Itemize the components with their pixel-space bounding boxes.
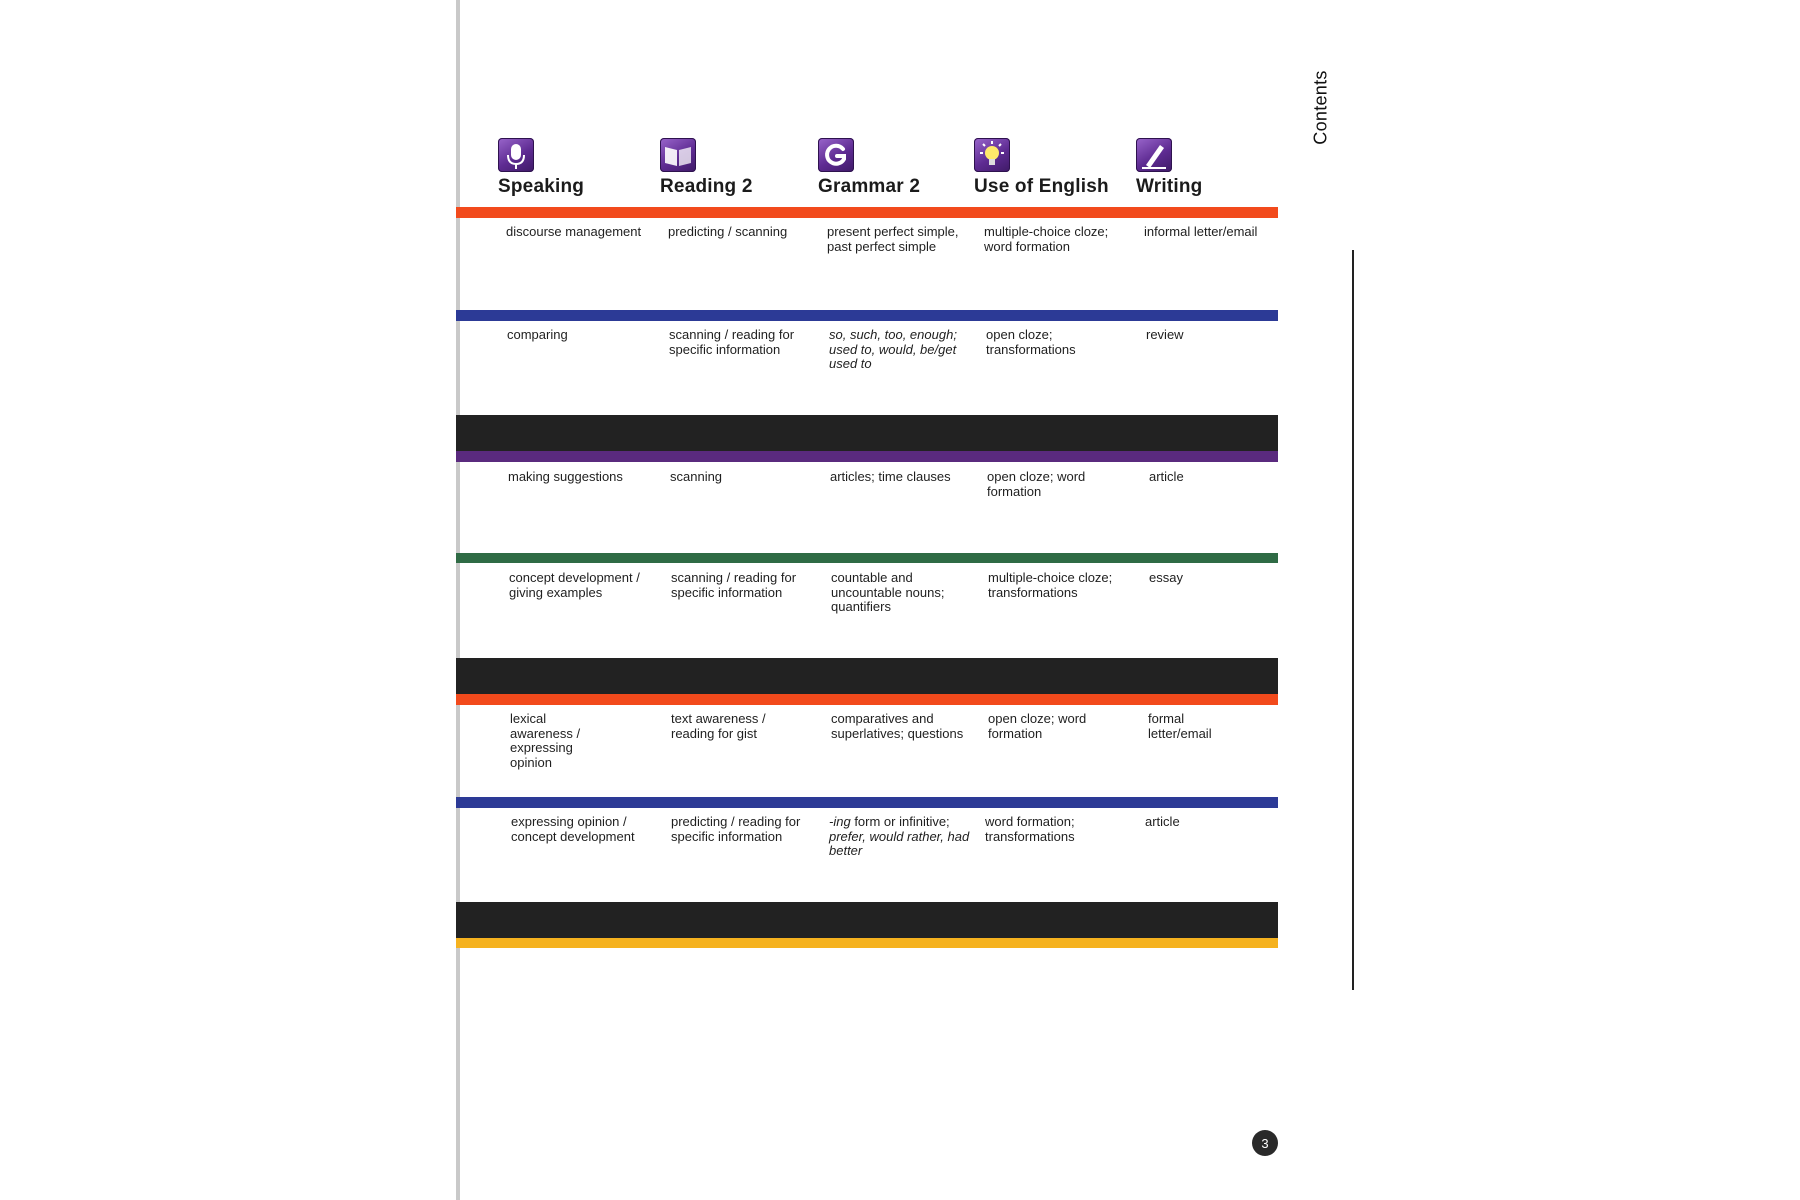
cell-use-of-english: open cloze; word formation	[987, 469, 1086, 499]
cell-writing: essay	[1149, 570, 1183, 585]
column-title: Speaking	[498, 176, 585, 197]
divider-band-blue	[456, 797, 1278, 808]
cell-speaking: expressing opinion / concept development	[511, 814, 635, 844]
column-header-speaking	[498, 138, 648, 198]
cell-use-of-english: open cloze; word formation	[988, 711, 1087, 741]
cell-speaking: lexical awareness / expressing opinion	[510, 711, 581, 770]
divider-band-blue	[456, 310, 1278, 321]
cell-grammar: comparatives and superlatives; questions	[831, 711, 964, 741]
column-header-use-of-english	[974, 138, 1124, 198]
cell-speaking: concept development / giving examples	[509, 570, 640, 600]
column-header-grammar	[818, 138, 968, 198]
divider-band-purple	[456, 451, 1278, 462]
cell-reading: text awareness / reading for gist	[671, 711, 766, 741]
column-title: Writing	[1136, 176, 1203, 197]
page-number: 3	[1252, 1130, 1278, 1156]
column-title: Reading 2	[660, 176, 753, 197]
page-edge	[1352, 250, 1354, 990]
grammar-italic-ing: -ing	[829, 814, 851, 829]
cell-grammar	[829, 815, 977, 859]
cell-writing: informal letter/email	[1144, 224, 1258, 239]
grammar-plain: form or infinitive;	[854, 814, 950, 829]
cell-use-of-english: multiple-choice cloze; word formation	[984, 224, 1109, 254]
contents-tab	[1306, 62, 1336, 152]
cell-speaking: discourse management	[506, 224, 642, 239]
book-icon	[660, 138, 696, 172]
cell-writing: formal letter/email	[1148, 711, 1212, 741]
cell-use-of-english: open cloze; transformations	[986, 327, 1076, 357]
divider-band-orange	[456, 207, 1278, 218]
cell-writing: article	[1149, 469, 1184, 484]
cell-use-of-english: multiple-choice cloze; transformations	[988, 570, 1113, 600]
cell-reading: predicting / reading for specific information	[671, 814, 801, 844]
unit-band-black	[456, 658, 1278, 694]
column-title: Grammar 2	[818, 176, 921, 197]
lightbulb-icon	[974, 138, 1010, 172]
cell-grammar: articles; time clauses	[830, 469, 951, 484]
cell-grammar: countable and uncountable nouns; quantifiers	[831, 570, 945, 614]
divider-band-yellow	[456, 938, 1278, 948]
cell-reading: scanning	[670, 469, 723, 484]
letter-g-icon	[818, 138, 854, 172]
cell-grammar: present perfect simple, past perfect simple	[827, 224, 959, 254]
pen-icon	[1136, 138, 1172, 172]
divider-band-orange	[456, 694, 1278, 705]
cell-reading: predicting / scanning	[668, 224, 788, 239]
divider-band-green	[456, 553, 1278, 563]
column-header-reading	[660, 138, 810, 198]
column-header-writing	[1136, 138, 1286, 198]
cell-speaking: comparing	[507, 327, 568, 342]
cell-reading: scanning / reading for specific information	[669, 327, 795, 357]
cell-grammar: so, such, too, enough; used to, would, be/get used to	[829, 327, 957, 371]
cell-reading: scanning / reading for specific information	[671, 570, 797, 600]
cell-writing: article	[1145, 814, 1180, 829]
unit-band-black	[456, 902, 1278, 938]
contents-label: Contents	[1310, 69, 1331, 145]
grammar-italic-prefer: prefer, would rather, had better	[829, 828, 970, 858]
unit-band-black	[456, 415, 1278, 451]
column-title: Use of English	[974, 176, 1109, 197]
cell-use-of-english: word formation; transformations	[985, 814, 1075, 844]
microphone-icon	[498, 138, 534, 172]
cell-speaking: making suggestions	[508, 469, 623, 484]
cell-writing: review	[1146, 327, 1184, 342]
